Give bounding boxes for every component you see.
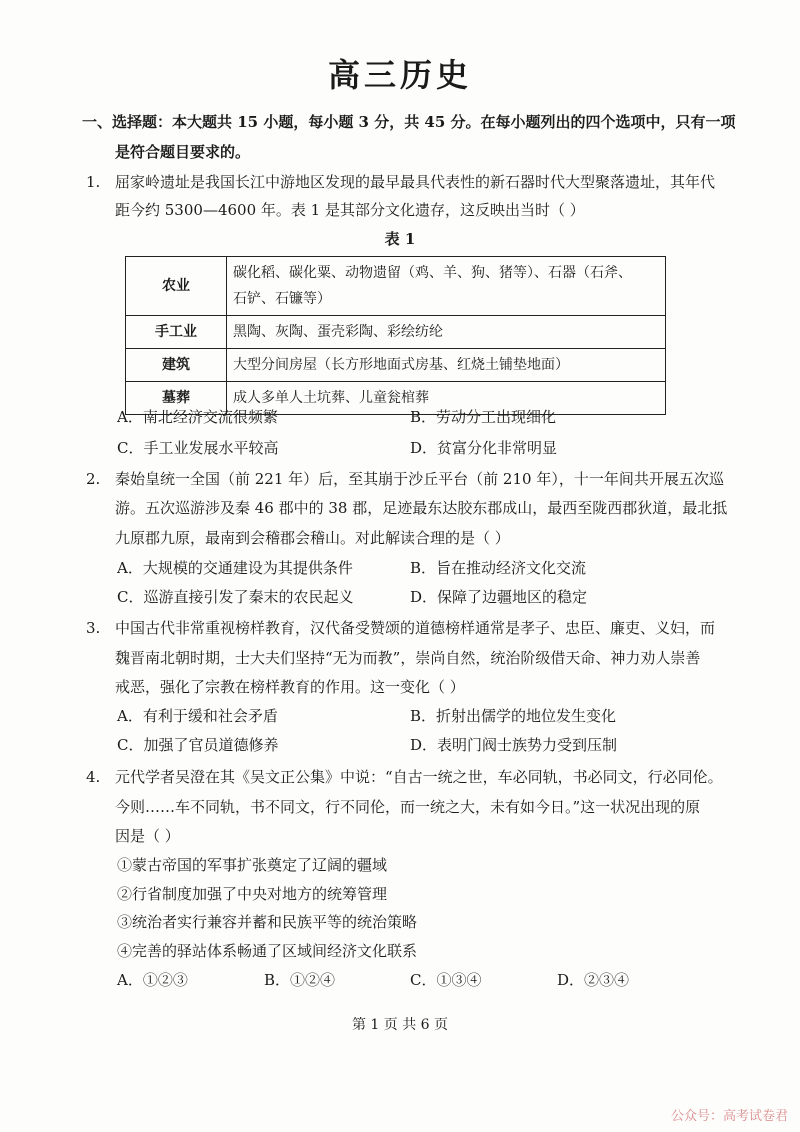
table-cell: 成人多单人土坑葬、儿童瓮棺葬 — [227, 382, 666, 415]
table-cell-line: 碳化稻、碳化粟、动物遗留（鸡、羊、狗、猪等）、石器（石斧、 — [233, 265, 632, 281]
q1-text-line2: 距今约 5300—4600 年。表 1 是其部分文化遗存，这反映出当时（ ） — [115, 201, 585, 219]
table-caption: 表 1 — [384, 230, 416, 248]
table-cell: 大型分间房屋（长方形地面式房基、红烧土铺垫地面） — [227, 349, 666, 382]
q1-text-line1: 屈家岭遗址是我国长江中游地区发现的最早最具代表性的新石器时代大型聚落遗址，其年代 — [115, 173, 716, 191]
table-row — [126, 349, 666, 382]
q3-option-b: B．折射出儒学的地位发生变化 — [410, 707, 617, 725]
q2-text-line1: 秦始皇统一全国（前 221 年）后，至其崩于沙丘平台（前 210 年），十一年间共开展五次巡 — [115, 470, 724, 488]
q3-option-c: C．加强了官员道德修养 — [117, 736, 279, 754]
section-instructions-line2: 是符合题目要求的。 — [115, 143, 251, 161]
table-row-head: 手工业 — [126, 316, 227, 349]
q3-text-line1: 中国古代非常重视榜样教育，汉代备受赞颂的道德榜样通常是孝子、忠臣、廉吏、义妇，而 — [115, 619, 716, 637]
q1-option-a: A．南北经济交流很频繁 — [117, 408, 278, 426]
q4-item: ④完善的驿站体系畅通了区域间经济文化联系 — [117, 942, 418, 960]
q1-option-d: D．贫富分化非常明显 — [410, 439, 558, 457]
q3-number: 3. — [86, 619, 101, 637]
q3-option-d: D．表明门阀士族势力受到压制 — [410, 736, 618, 754]
watermark: 公众号：高考试卷君 — [670, 1109, 788, 1124]
q4-option-d: D．②③④ — [557, 971, 630, 989]
section-instructions-line1: 一、选择题：本大题共 15 小题，每小题 3 分，共 45 分。在每小题列出的四个选项中，只有一项 — [82, 113, 736, 131]
q2-text-line3: 九原郡九原，最南到会稽郡会稽山。对此解读合理的是（ ） — [115, 529, 510, 547]
page-footer: 第 1 页 共 6 页 — [351, 1017, 449, 1033]
q4-text-line1: 元代学者吴澄在其《吴文正公集》中说：“自古一统之世，车必同轨，书必同文，行必同伦。 — [115, 768, 723, 786]
q3-option-a: A．有利于缓和社会矛盾 — [117, 707, 278, 725]
q4-option-c: C．①③④ — [410, 971, 482, 989]
q1-option-b: B．劳动分工出现细化 — [410, 408, 557, 426]
q2-option-a: A．大规模的交通建设为其提供条件 — [117, 559, 353, 577]
q4-text-line2: 今则……车不同轨，书不同文，行不同伦，而一统之大，未有如今日。”这一状况出现的原 — [115, 798, 701, 816]
q1-number: 1. — [86, 173, 101, 191]
q2-text-line2: 游。五次巡游涉及秦 46 郡中的 38 郡，足迹最东达胶东郡成山，最西至陇西郡狄道，最北抵 — [115, 499, 728, 517]
table-cell-line: 石铲、石镰等） — [233, 291, 331, 307]
q4-item: ②行省制度加强了中央对地方的统筹管理 — [117, 885, 388, 903]
page-title: 高三历史 — [327, 56, 472, 94]
q4-option-a: A．①②③ — [117, 971, 188, 989]
table-row — [126, 316, 666, 349]
q4-text-line3: 因是（ ） — [115, 827, 180, 845]
q4-item: ①蒙古帝国的军事扩张奠定了辽阔的疆域 — [117, 856, 388, 874]
table-row — [126, 257, 666, 316]
table-row-head: 墓葬 — [126, 382, 227, 415]
table-cell — [227, 257, 666, 316]
table-cell: 黑陶、灰陶、蛋壳彩陶、彩绘纺纶 — [227, 316, 666, 349]
table-row-head: 建筑 — [126, 349, 227, 382]
q4-item: ③统治者实行兼容并蓄和民族平等的统治策略 — [117, 913, 418, 931]
relics-table — [125, 256, 666, 415]
q3-text-line2: 魏晋南北朝时期，士大夫们坚持“无为而教”，崇尚自然，统治阶级借天命、神力劝人崇善 — [115, 649, 701, 667]
q3-text-line3: 戒恶，强化了宗教在榜样教育的作用。这一变化（ ） — [115, 678, 465, 696]
q1-option-c: C．手工业发展水平较高 — [117, 439, 279, 457]
q2-number: 2. — [86, 470, 101, 488]
q2-option-d: D．保障了边疆地区的稳定 — [410, 588, 588, 606]
q4-option-b: B．①②④ — [264, 971, 336, 989]
q2-option-b: B．旨在推动经济文化交流 — [410, 559, 587, 577]
q4-number: 4. — [86, 768, 101, 786]
q2-option-c: C．巡游直接引发了秦末的农民起义 — [117, 588, 354, 606]
table-row-head: 农业 — [126, 257, 227, 316]
